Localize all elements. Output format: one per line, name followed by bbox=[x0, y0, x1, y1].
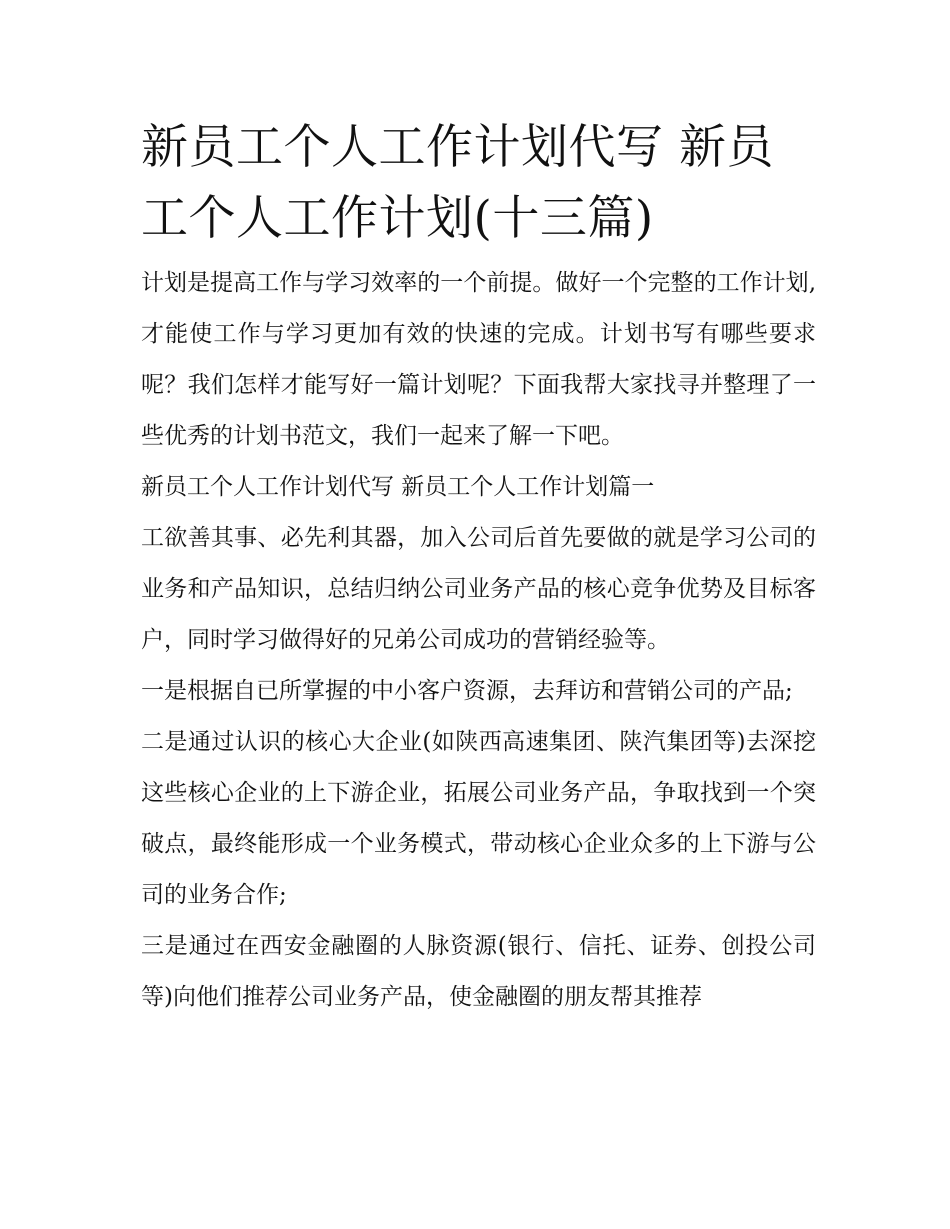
body-paragraph: 一是根据自已所掌握的中小客户资源，去拜访和营销公司的产品; bbox=[141, 678, 793, 704]
intro-paragraph: 计划是提高工作与学习效率的一个前提。做好一个完整的工作计划,才能使工作与学习更加有效的快速的完成。计划书写有哪些要求呢？我们怎样才能写好一篇计划呢？下面我帮大家找寻并整理了一些优秀的计划书范文，我们一起来了解一下吧。 bbox=[141, 270, 816, 449]
document-body bbox=[141, 112, 816, 1023]
body-paragraph: 二是通过认识的核心大企业(如陕西高速集团、陕汽集团等)去深挖这些核心企业的上下游企业，拓展公司业务产品，争取找到一个突破点，最终能形成一个业务模式，带动核心企业众多的上下游与公司的业务合作; bbox=[141, 729, 816, 908]
section-heading: 新员工个人工作计划代写 新员工个人工作计划篇一 bbox=[141, 474, 655, 500]
body-paragraph: 三是通过在西安金融圈的人脉资源(银行、信托、证券、创投公司等)向他们推荐公司业务产品，使金融圈的朋友帮其推荐 bbox=[141, 933, 816, 1010]
document-title: 新员工个人工作计划代写 新员工个人工作计划(十三篇) bbox=[141, 120, 774, 246]
body-paragraph: 工欲善其事、必先利其器，加入公司后首先要做的就是学习公司的业务和产品知识，总结归纳公司业务产品的核心竞争优势及目标客户，同时学习做得好的兄弟公司成功的营销经验等。 bbox=[141, 525, 816, 653]
